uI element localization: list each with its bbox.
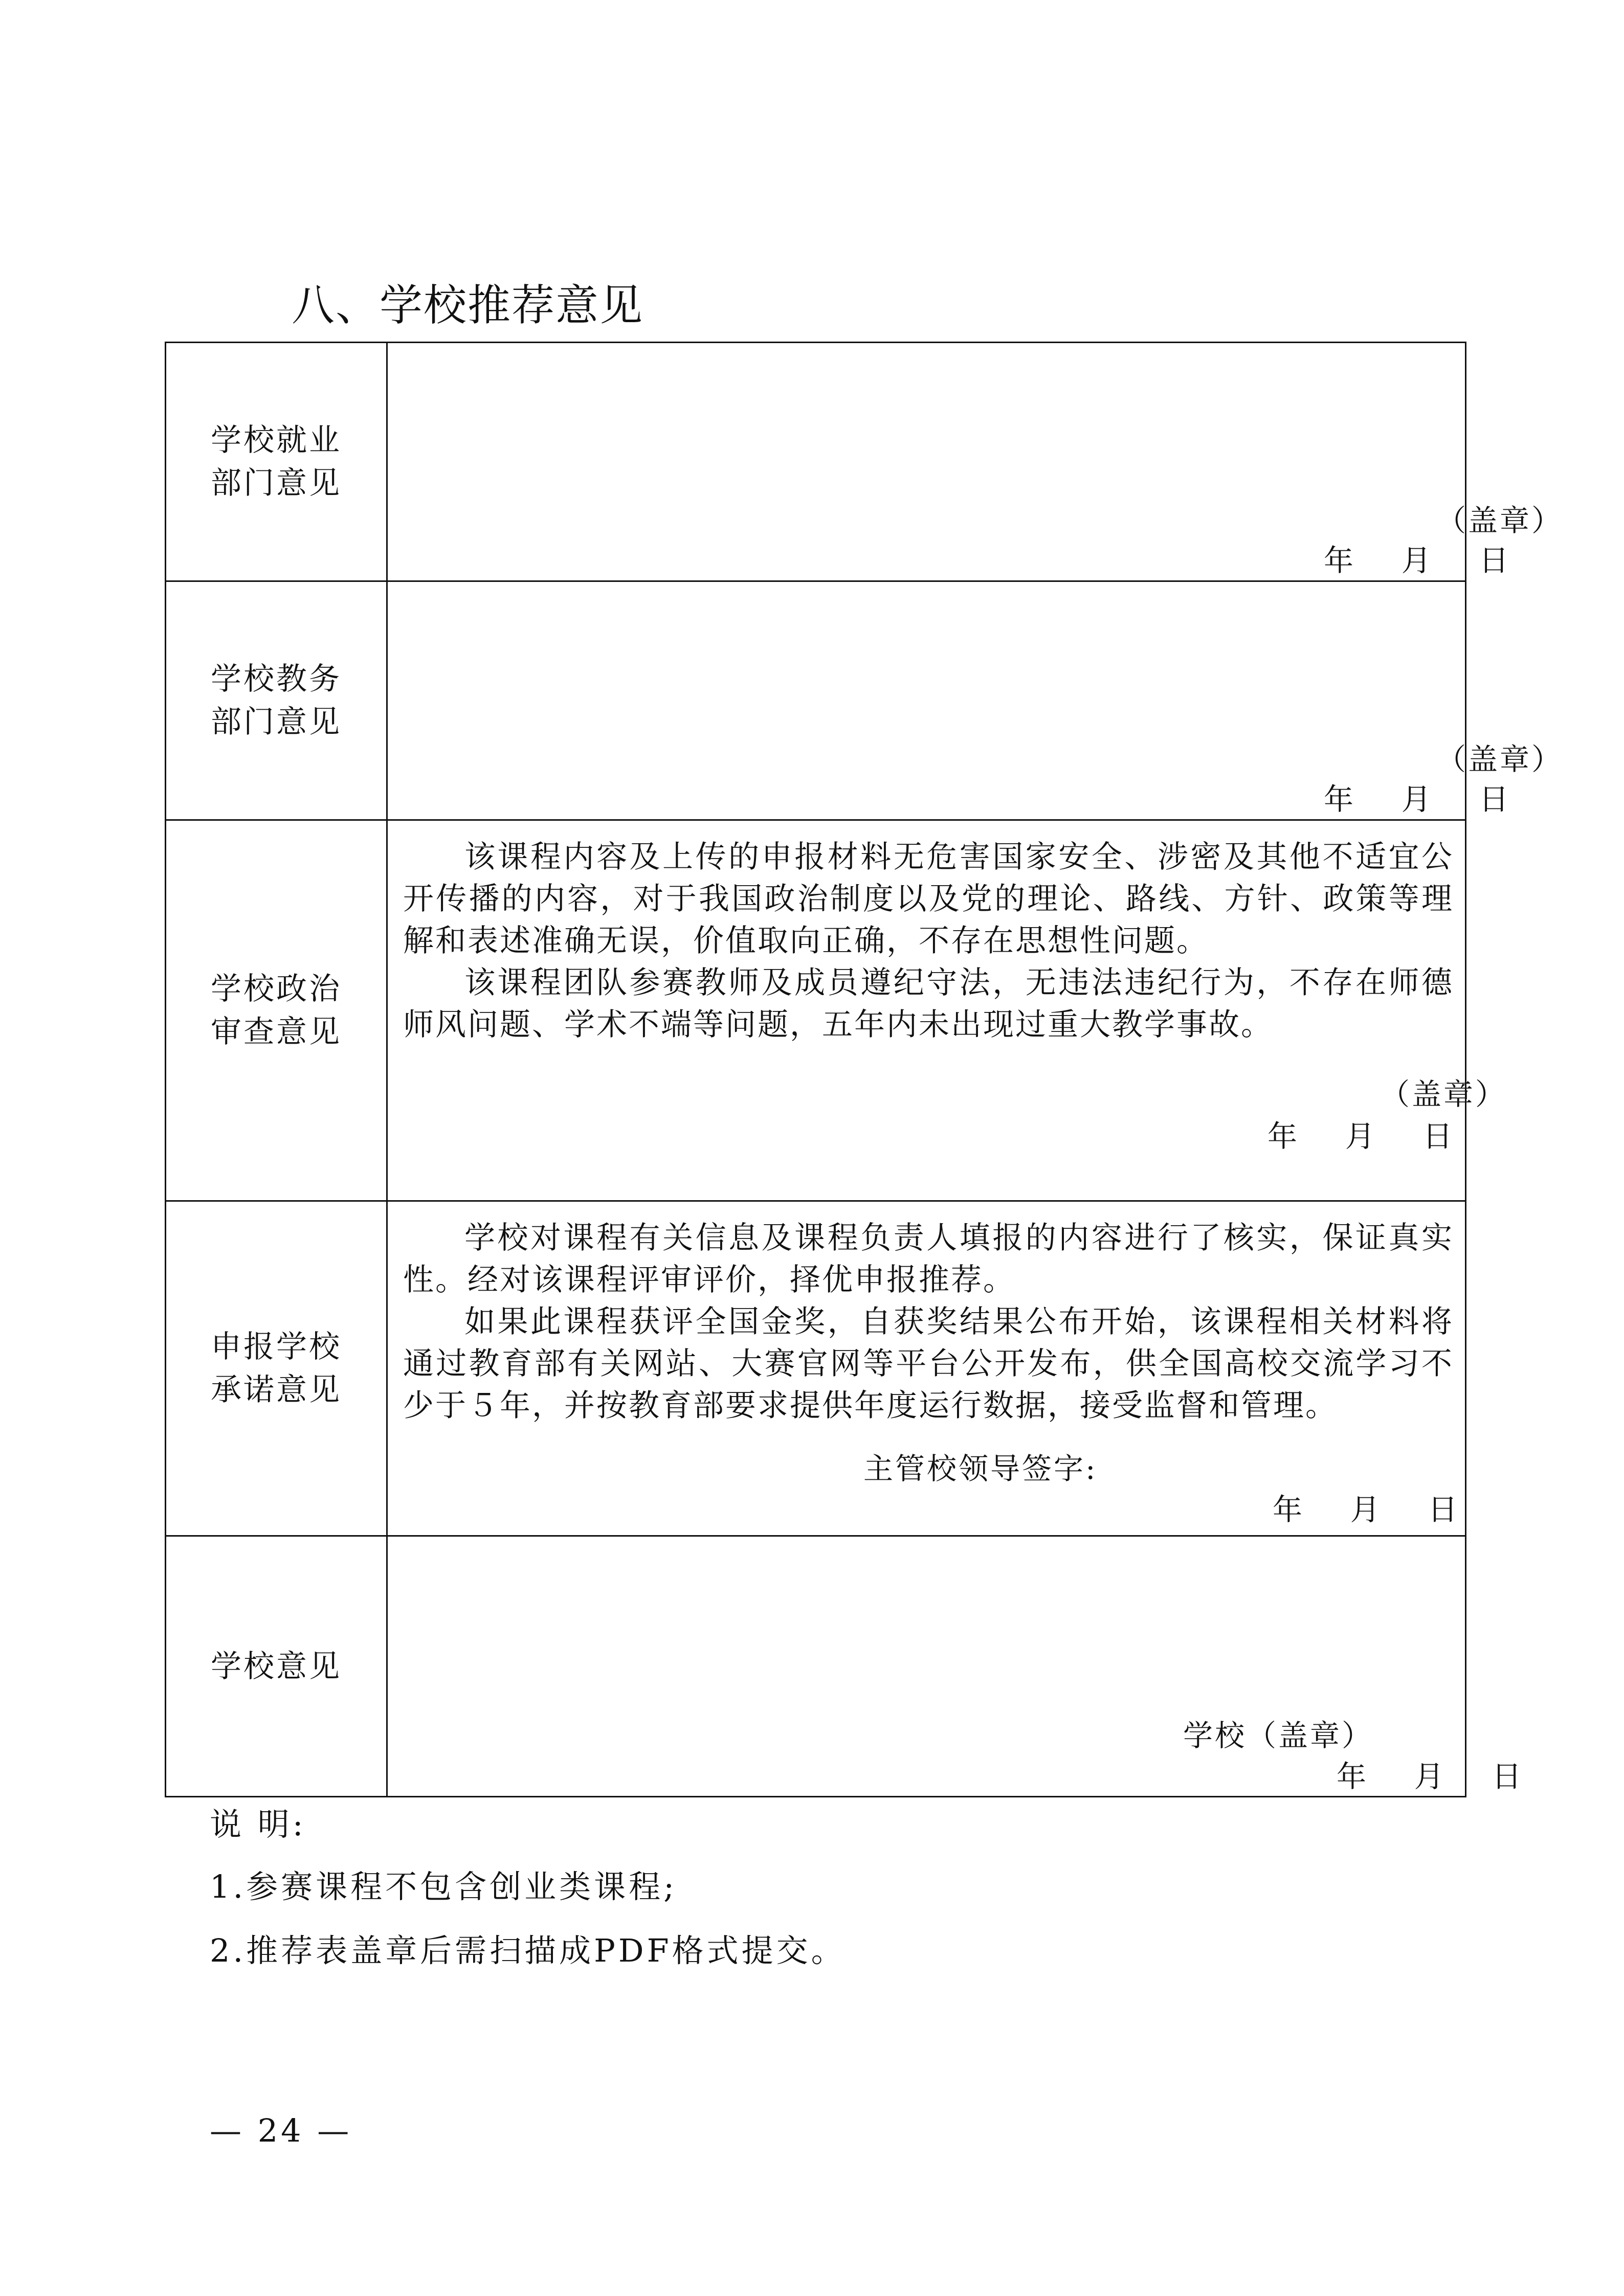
table-row bbox=[166, 343, 1466, 581]
note-item: 1.参赛课程不包含创业类课程; bbox=[210, 1868, 678, 1905]
stamp-label: （盖章） bbox=[1436, 742, 1564, 777]
stamp-label: （盖章） bbox=[1436, 503, 1564, 538]
table-row bbox=[166, 1536, 1466, 1797]
date-line: 年 月 日 bbox=[1273, 1492, 1460, 1527]
table-row bbox=[166, 1201, 1466, 1536]
row-content-political[interactable] bbox=[387, 820, 1507, 1201]
date-line: 年 月 日 bbox=[1324, 782, 1511, 817]
paragraph: 如果此课程获评全国金奖，自获奖结果公布开始，该课程相关材料将通过教育部有关网站、大赛官网等平台公开发布，供全国高校交流学习不少于５年，并按教育部要求提供年度运行数据，接受监督和管理。 bbox=[403, 1304, 1454, 1424]
row-label-political bbox=[166, 820, 387, 1201]
row-label-text: 申报学校 承诺意见 bbox=[211, 1329, 342, 1408]
row-label-school bbox=[166, 1536, 387, 1797]
row-label-text: 学校就业 部门意见 bbox=[211, 422, 342, 501]
row-label-text: 学校意见 bbox=[211, 1648, 342, 1684]
date-line: 年 月 日 bbox=[1267, 1119, 1455, 1154]
date-line: 年 月 日 bbox=[1324, 543, 1511, 578]
row-label-commitment bbox=[166, 1201, 387, 1536]
paragraph: 学校对课程有关信息及课程负责人填报的内容进行了核实，保证真实性。经对该课程评审评价，择优申报推荐。 bbox=[403, 1220, 1454, 1298]
section-title: 八、学校推荐意见 bbox=[292, 280, 644, 330]
date-line: 年 月 日 bbox=[1337, 1759, 1524, 1794]
row-content-school[interactable] bbox=[387, 1536, 1524, 1797]
signature-label: 主管校领导签字: bbox=[863, 1451, 1098, 1486]
row-label-text: 学校政治 审查意见 bbox=[211, 971, 342, 1050]
row-label-employment bbox=[166, 343, 387, 581]
stamp-label: （盖章） bbox=[1380, 1077, 1507, 1112]
recommendation-table bbox=[165, 342, 1564, 1797]
table-row bbox=[166, 581, 1466, 820]
row-content-academic[interactable] bbox=[387, 581, 1564, 820]
row-label-text: 学校教务 部门意见 bbox=[211, 661, 342, 740]
table-row bbox=[166, 820, 1466, 1201]
row-content-commitment[interactable] bbox=[387, 1201, 1466, 1536]
paragraph: 该课程团队参赛教师及成员遵纪守法，无违法违纪行为，不存在师德师风问题、学术不端等问题，五年内未出现过重大教学事故。 bbox=[403, 965, 1454, 1043]
page-number: — 24 — bbox=[210, 2112, 352, 2149]
notes-heading: 说 明: bbox=[210, 1806, 306, 1843]
row-label-academic bbox=[166, 581, 387, 820]
row-content-employment[interactable] bbox=[387, 343, 1564, 581]
stamp-label: 学校（盖章） bbox=[1183, 1718, 1374, 1753]
note-item: 2.推荐表盖章后需扫描成PDF格式提交。 bbox=[210, 1932, 846, 1969]
paragraph: 该课程内容及上传的申报材料无危害国家安全、涉密及其他不适宜公开传播的内容，对于我国政治制度以及党的理论、路线、方针、政策等理解和表述准确无误，价值取向正确，不存在思想性问题。 bbox=[403, 839, 1454, 959]
